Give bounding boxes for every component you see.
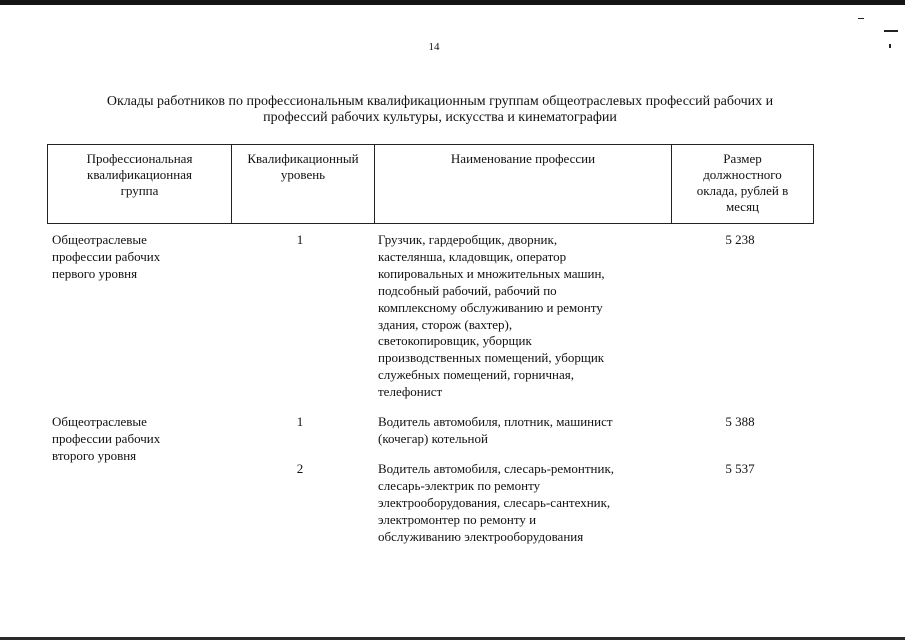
- level-value: 2: [296, 461, 304, 476]
- title-line-2: профессий рабочих культуры, искусства и кинематографии: [263, 110, 617, 125]
- level-value: 1: [296, 414, 304, 429]
- profession-list: Водитель автомобиля, плотник, машинист (кочегар) котельной: [378, 414, 613, 446]
- scan-top-edge: [0, 0, 905, 5]
- header-border-bottom: [47, 223, 814, 224]
- scan-mark: [889, 44, 891, 48]
- scan-mark: [884, 30, 898, 32]
- salary-value: 5 238: [725, 232, 755, 247]
- header-level: Квалификационный уровень: [247, 151, 359, 182]
- title-line-1: Оклады работников по профессиональным квалификационным группам общеотраслевых профессий рабочих и: [106, 94, 774, 109]
- scan-mark: [858, 18, 864, 19]
- profession-list: Водитель автомобиля, слесарь-ремонтник, слесарь-электрик по ремонту электрооборудования, слесарь-сантехник, электромонтер по ремонту и обслуживанию электрооборудования: [378, 461, 615, 544]
- profession-list: Грузчик, гардеробщик, дворник, кастелянша, кладовщик, оператор копировальных и множительных машин, подсобный рабочий, рабочий по комплексному обслуживанию и ремонту здания, сторож (вахтер), светокопировщик, уборщик производственных помещений, уборщик служебных помещений, горничная, телефонист: [378, 232, 605, 400]
- level-value: 1: [296, 232, 304, 247]
- group-name: Общеотраслевые профессии рабочих второго уровня: [52, 414, 161, 463]
- header-group: Профессиональная квалификационная группа: [86, 151, 193, 198]
- header-border-top: [47, 144, 814, 145]
- header-divider: [813, 144, 814, 224]
- salary-value: 5 388: [725, 414, 755, 429]
- document-title: [40, 94, 840, 126]
- salary-value: 5 537: [725, 461, 755, 476]
- page-number: 14: [428, 41, 440, 53]
- header-profession: Наименование профессии: [450, 151, 596, 166]
- group-name: Общеотраслевые профессии рабочих первого уровня: [52, 232, 161, 281]
- header-salary: Размер должностного оклада, рублей в месяц: [696, 151, 789, 214]
